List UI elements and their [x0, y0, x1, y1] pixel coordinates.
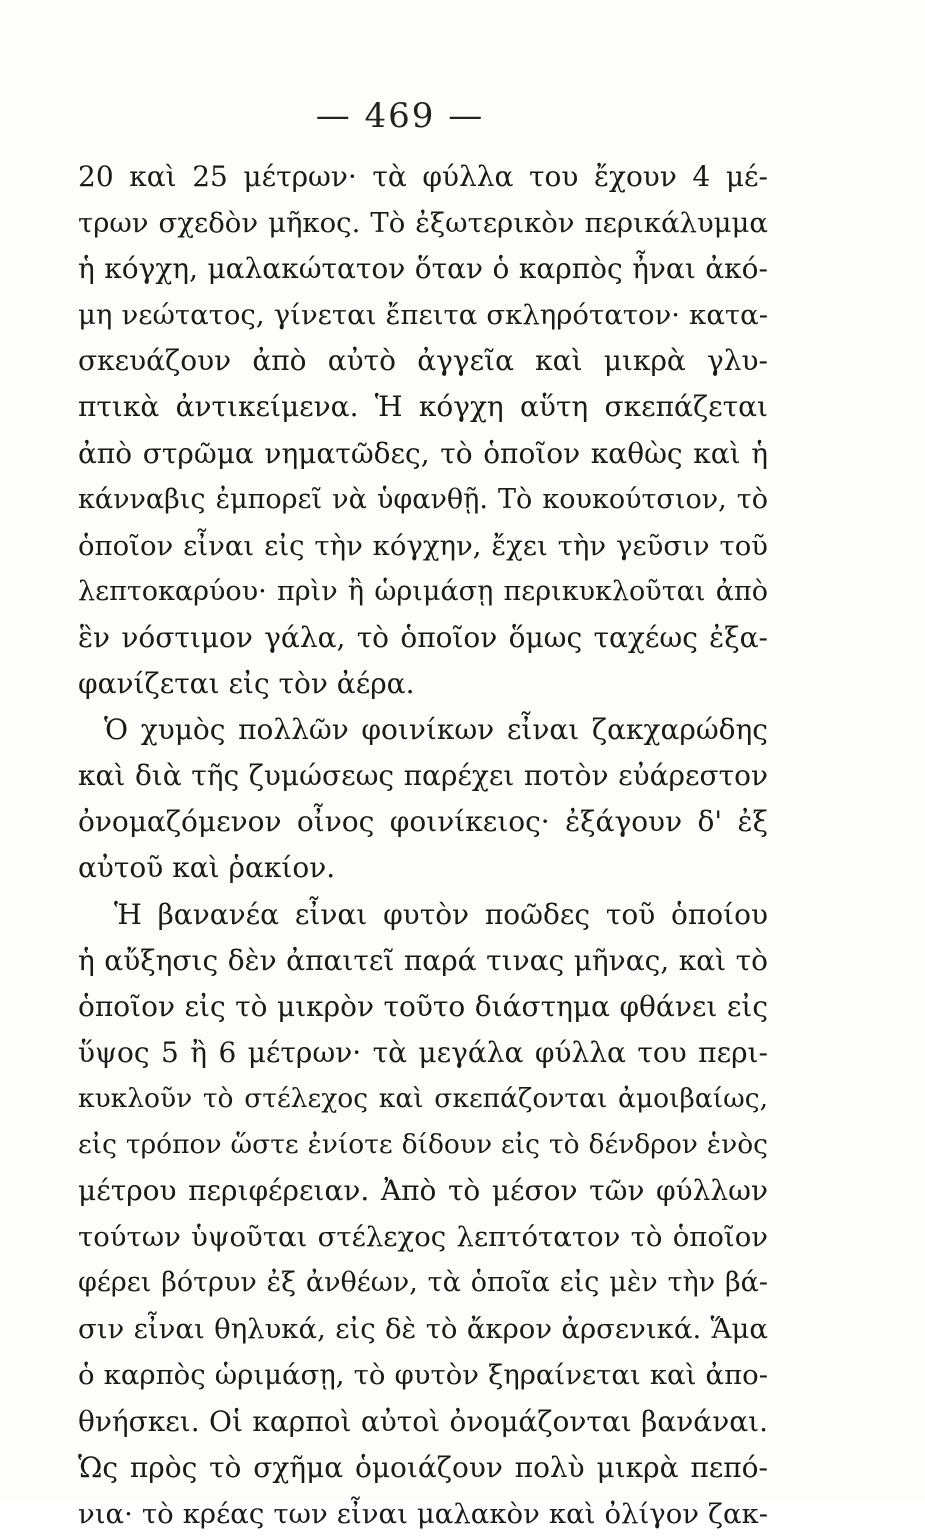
text-line: ἡ κόγχη, μαλακώτατον ὅταν ὁ καρπὸς ἦναι ἀκό- [78, 252, 768, 286]
text-line: τρων σχεδὸν μῆκος. Τὸ ἐξωτερικὸν περικάλυμμα [78, 207, 768, 240]
text-line: ὁποῖον εἰς τὸ μικρὸν τοῦτο διάστημα φθάνει εἰς [78, 989, 768, 1023]
body-text [78, 154, 768, 1537]
text-line: φανίζεται εἰς τὸν ἀέρα. [78, 667, 415, 701]
text-line: καὶ διὰ τῆς ζυμώσεως παρέχει ποτὸν εὐάρεστον [78, 759, 768, 793]
text-line: ἡ αὔξησις δὲν ἀπαιτεῖ παρά τινας μῆνας, καὶ τὸ [78, 943, 768, 977]
text-line: σκευάζουν ἀπὸ αὐτὸ ἀγγεῖα καὶ μικρὰ γλυ- [78, 344, 768, 378]
text-line: εἰς τρόπον ὥστε ἐνίοτε δίδουν εἰς τὸ δένδρον ἑνὸς [78, 1128, 768, 1160]
text-line: θνήσκει. Οἱ καρποὶ αὐτοὶ ὀνομάζονται βανάναι. [78, 1404, 768, 1438]
text-line: Ὡς πρὸς τὸ σχῆμα ὁμοιάζουν πολὺ μικρὰ πεπό- [78, 1450, 768, 1484]
text-line: κάνναβις ἐμπορεῖ νὰ ὑφανθῇ. Τὸ κουκούτσιον, τὸ [78, 483, 768, 515]
text-line: ὁ καρπὸς ὡριμάσῃ, τὸ φυτὸν ξηραίνεται καὶ ἀπο- [78, 1359, 768, 1392]
text-line: μέτρου περιφέρειαν. Ἀπὸ τὸ μέσον τῶν φύλλων [78, 1174, 768, 1208]
text-line: λεπτοκαρύου· πρὶν ἢ ὡριμάσῃ περικυκλοῦται ἀπὸ [78, 575, 768, 607]
text-line: Ὁ χυμὸς πολλῶν φοινίκων εἶναι ζακχαρώδης [104, 713, 768, 747]
text-line: φέρει βότρυν ἐξ ἀνθέων, τὰ ὁποῖα εἰς μὲν τὴν βά- [78, 1267, 768, 1299]
text-line: σιν εἶναι θηλυκά, εἰς δὲ τὸ ἄκρον ἀρσενικά. Ἅμα [78, 1313, 768, 1346]
page-number: — 469 — [315, 96, 485, 136]
text-line: ὁποῖον εἶναι εἰς τὴν κόγχην, ἔχει τὴν γεῦσιν τοῦ [78, 529, 768, 562]
text-line: ἀπὸ στρῶμα νηματῶδες, τὸ ὁποῖον καθὼς καὶ ἡ [78, 436, 768, 470]
text-line: Ἡ βανανέα εἶναι φυτὸν ποῶδες τοῦ ὁποίου [114, 897, 768, 931]
text-line: νια· τὸ κρέας των εἶναι μαλακὸν καὶ ὀλίγον ζακ- [78, 1497, 768, 1530]
text-line: ἓν νόστιμον γάλα, τὸ ὁποῖον ὅμως ταχέως ἐξα- [78, 620, 768, 654]
text-line: μη νεώτατος, γίνεται ἔπειτα σκληρότατον· κατα- [78, 299, 768, 332]
text-line: ὀνομαζόμενον οἶνος φοινίκειος· ἐξάγουν δ' ἐξ [78, 805, 768, 839]
text-line: κυκλοῦν τὸ στέλεχος καὶ σκεπάζονται ἀμοιβαίως, [78, 1082, 768, 1114]
text-line: πτικὰ ἀντικείμενα. Ἡ κόγχη αὕτη σκεπάζεται [78, 390, 768, 424]
text-line: ὕψος 5 ἢ 6 μέτρων· τὰ μεγάλα φύλλα του περι- [78, 1035, 768, 1069]
text-line: τούτων ὑψοῦται στέλεχος λεπτότατον τὸ ὁποῖον [78, 1221, 768, 1254]
text-line: 20 καὶ 25 μέτρων· τὰ φύλλα του ἔχουν 4 μέ- [78, 160, 768, 193]
text-line: αὐτοῦ καὶ ῥακίον. [78, 851, 336, 885]
